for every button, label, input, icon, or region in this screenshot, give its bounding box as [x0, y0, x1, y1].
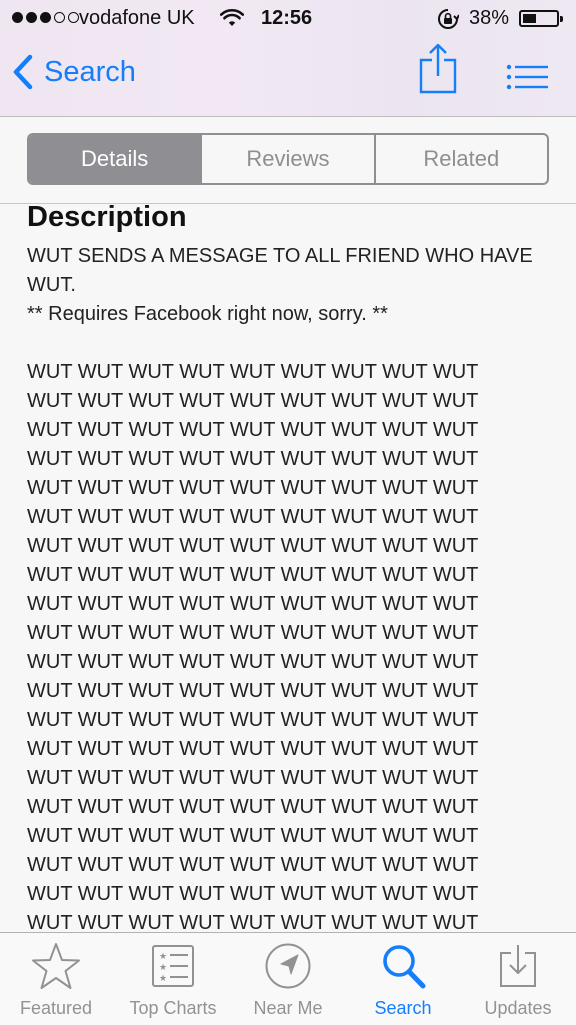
wut-line: WUT WUT WUT WUT WUT WUT WUT WUT WUT: [27, 361, 479, 383]
segment-bar: [0, 117, 576, 204]
svg-text:★: ★: [159, 952, 168, 962]
wut-line: WUT WUT WUT WUT WUT WUT WUT WUT WUT: [27, 825, 479, 847]
wut-line: WUT WUT WUT WUT WUT WUT WUT WUT WUT: [27, 390, 479, 412]
wut-line: WUT WUT WUT WUT WUT WUT WUT WUT WUT: [27, 854, 479, 876]
wut-line: WUT WUT WUT WUT WUT WUT WUT WUT WUT: [27, 564, 479, 586]
tab-updates[interactable]: [472, 933, 564, 1025]
wut-line: WUT WUT WUT WUT WUT WUT WUT WUT WUT: [27, 448, 479, 470]
clock: 12:56: [261, 7, 313, 29]
back-button-label: Search: [44, 55, 136, 88]
tab-top-charts-label: Top Charts: [129, 998, 217, 1018]
tab-near-me[interactable]: [240, 933, 336, 1025]
battery-icon: [519, 10, 559, 27]
wut-line: WUT WUT WUT WUT WUT WUT WUT WUT WUT: [27, 680, 479, 702]
tab-top-charts[interactable]: [118, 933, 228, 1025]
tab-search[interactable]: [356, 933, 450, 1025]
share-icon[interactable]: [418, 42, 458, 99]
svg-text:★: ★: [159, 963, 168, 973]
download-tray-icon: [498, 933, 538, 999]
segment-related[interactable]: Related: [374, 135, 547, 183]
description-text-line-1: WUT SENDS A MESSAGE TO ALL FRIEND WHO HAVE WUT.: [27, 245, 533, 296]
status-bar: [0, 0, 576, 38]
wut-line: WUT WUT WUT WUT WUT WUT WUT WUT WUT: [27, 709, 479, 731]
battery-percentage: 38%: [469, 7, 510, 29]
tab-near-me-label: Near Me: [253, 998, 323, 1018]
details-segmented-control: [27, 133, 549, 185]
wut-line: WUT WUT WUT WUT WUT WUT WUT WUT WUT: [27, 506, 479, 528]
tab-featured-label: Featured: [19, 998, 93, 1018]
wut-line: WUT WUT WUT WUT WUT WUT WUT WUT WUT: [27, 651, 479, 673]
wut-line: WUT WUT WUT WUT WUT WUT WUT WUT WUT: [27, 796, 479, 818]
tab-bar: [0, 932, 576, 1025]
top-bar: [0, 0, 576, 117]
carrier-name: vodafone UK: [79, 7, 195, 29]
segment-details[interactable]: Details: [29, 135, 200, 183]
chevron-left-icon: [12, 54, 34, 90]
description-section[interactable]: [27, 200, 557, 930]
search-icon: [379, 933, 427, 999]
wut-text-block: [27, 358, 557, 930]
description-text-line-2: ** Requires Facebook right now, sorry. **: [27, 303, 388, 325]
tab-search-label: Search: [374, 998, 432, 1018]
wifi-icon: [220, 8, 244, 34]
navigation-bar: [0, 40, 576, 116]
wut-line: WUT WUT WUT WUT WUT WUT WUT WUT WUT: [27, 883, 479, 905]
star-icon: [30, 933, 82, 999]
segment-reviews[interactable]: Reviews: [200, 135, 373, 183]
wut-line: WUT WUT WUT WUT WUT WUT WUT WUT WUT: [27, 912, 479, 930]
wut-line: WUT WUT WUT WUT WUT WUT WUT WUT WUT: [27, 535, 479, 557]
back-button[interactable]: [12, 54, 136, 90]
wut-line: WUT WUT WUT WUT WUT WUT WUT WUT WUT: [27, 738, 479, 760]
wut-line: WUT WUT WUT WUT WUT WUT WUT WUT WUT: [27, 622, 479, 644]
wut-line: WUT WUT WUT WUT WUT WUT WUT WUT WUT: [27, 477, 479, 499]
tab-updates-label: Updates: [484, 998, 552, 1018]
wut-line: WUT WUT WUT WUT WUT WUT WUT WUT WUT: [27, 767, 479, 789]
svg-text:★: ★: [159, 974, 168, 984]
description-heading: Description: [27, 201, 187, 233]
wut-line: WUT WUT WUT WUT WUT WUT WUT WUT WUT: [27, 593, 479, 615]
wut-line: WUT WUT WUT WUT WUT WUT WUT WUT WUT: [27, 419, 479, 441]
signal-strength-icon: [12, 12, 79, 23]
rotation-lock-icon: [437, 8, 459, 36]
location-arrow-icon: [264, 933, 312, 999]
tab-featured[interactable]: [8, 933, 104, 1025]
top-charts-icon: [151, 933, 195, 999]
list-icon[interactable]: [506, 64, 548, 95]
